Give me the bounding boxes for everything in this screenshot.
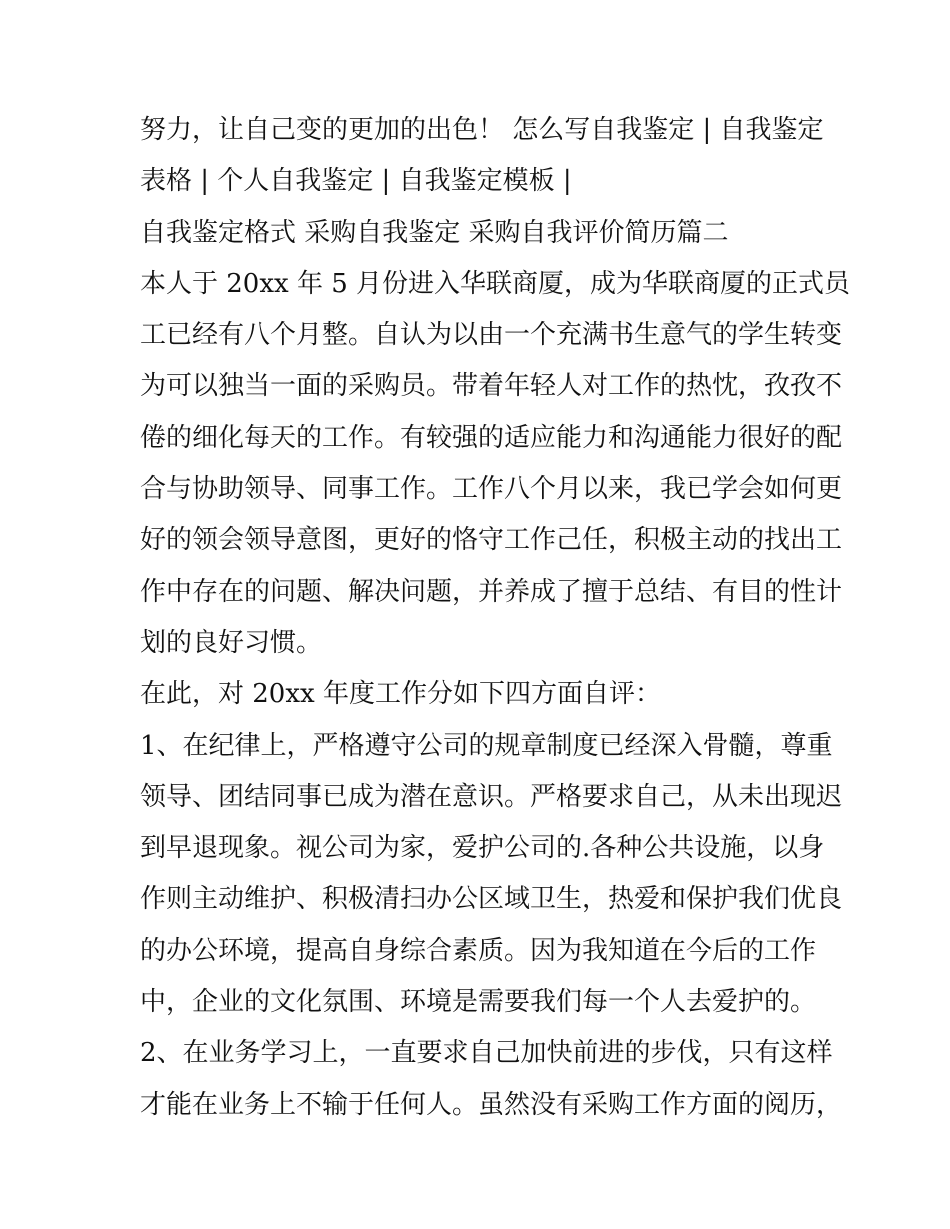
text-line: 好的领会领导意图，更好的恪守工作己任，积极主动的找出工	[140, 525, 843, 556]
text-line: 划的良好习惯。	[140, 627, 323, 658]
text-line: 中，企业的文化氛围、环境是需要我们每一个人去爱护的。	[140, 987, 817, 1018]
text-line: 工已经有八个月整。自认为以由一个充满书生意气的学生转变	[140, 320, 843, 351]
text-line: 本人于 20xx 年 5 月份进入华联商厦，成为华联商厦的正式员	[140, 268, 851, 299]
text-line: 努力，让自己变的更加的出色！ 怎么写自我鉴定 | 自我鉴定	[140, 115, 824, 145]
text-line: 领导、团结同事已成为潜在意识。严格要求自己，从未出现迟	[140, 781, 843, 812]
text-line: 1、在纪律上，严格遵守公司的规章制度已经深入骨髓，尊重	[140, 730, 833, 761]
text-line: 表格 | 个人自我鉴定 | 自我鉴定模板 |	[140, 166, 572, 197]
text-line: 为可以独当一面的采购员。带着年轻人对工作的热忱，孜孜不	[140, 371, 843, 402]
section-heading: 自我鉴定格式 采购自我鉴定 采购自我评价简历篇二	[140, 217, 729, 248]
text-line: 才能在业务上不输于任何人。虽然没有采购工作方面的阅历，	[140, 1089, 843, 1120]
text-line: 作中存在的问题、解决问题，并养成了擅于总结、有目的性计	[140, 576, 843, 607]
document-body	[140, 105, 851, 1131]
text-line: 到早退现象。视公司为家，爱护公司的.各种公共设施，以身	[140, 833, 825, 864]
text-line: 2、在业务学习上，一直要求自己加快前进的步伐，只有这样	[140, 1038, 833, 1069]
text-line: 倦的细化每天的工作。有较强的适应能力和沟通能力很好的配	[140, 422, 843, 453]
text-line: 作则主动维护、积极清扫办公区域卫生，热爱和保护我们优良	[140, 884, 843, 915]
text-line: 在此，对 20xx 年度工作分如下四方面自评：	[140, 679, 661, 710]
text-line: 的办公环境，提高自身综合素质。因为我知道在今后的工作	[140, 935, 817, 966]
text-line: 合与协助领导、同事工作。工作八个月以来，我已学会如何更	[140, 474, 843, 505]
